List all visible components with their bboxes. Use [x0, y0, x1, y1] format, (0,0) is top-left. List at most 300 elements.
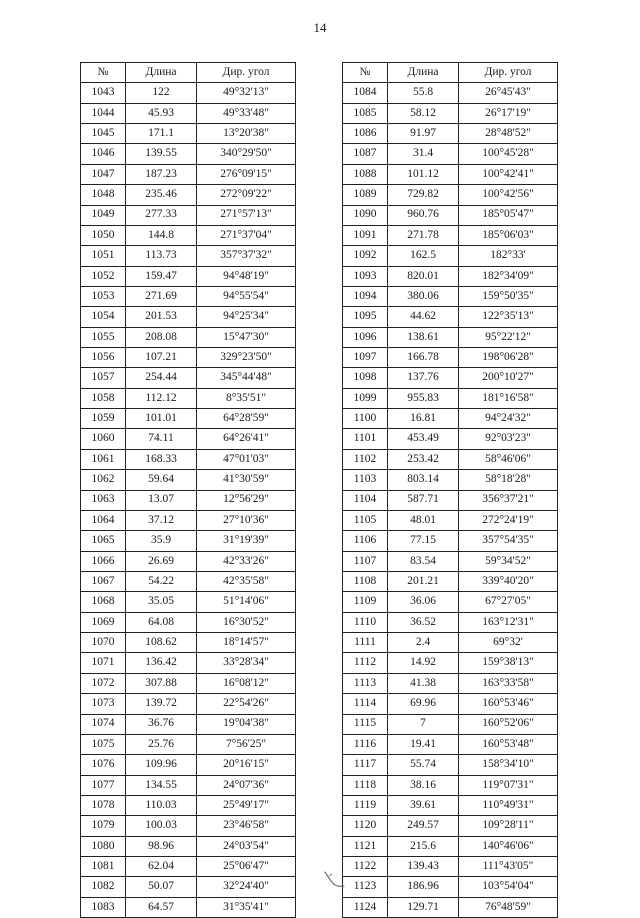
table-row: [343, 653, 558, 673]
cell-length: 271.78: [388, 225, 459, 245]
cell-number: 1074: [81, 714, 126, 734]
table-row: [343, 755, 558, 775]
cell-angle: 15°47'30": [197, 327, 296, 347]
cell-number: 1103: [343, 470, 388, 490]
cell-length: 101.01: [126, 409, 197, 429]
cell-length: 14.92: [388, 653, 459, 673]
table-row: [81, 836, 296, 856]
cell-angle: 49°32'13": [197, 83, 296, 103]
cell-length: 36.76: [126, 714, 197, 734]
cell-number: 1120: [343, 816, 388, 836]
cell-number: 1048: [81, 185, 126, 205]
header-angle: Дир. угол: [197, 63, 296, 83]
table-row: [81, 470, 296, 490]
cell-angle: 272°24'19": [459, 510, 558, 530]
table-row: [343, 368, 558, 388]
cell-length: 139.43: [388, 857, 459, 877]
cell-length: 45.93: [126, 103, 197, 123]
cell-angle: 42°35'58": [197, 571, 296, 591]
cell-number: 1121: [343, 836, 388, 856]
table-row: [81, 266, 296, 286]
table-row: [343, 286, 558, 306]
cell-number: 1076: [81, 755, 126, 775]
table-row: [343, 409, 558, 429]
table-row: [81, 449, 296, 469]
cell-length: 249.57: [388, 816, 459, 836]
cell-length: 803.14: [388, 470, 459, 490]
table-row: [81, 327, 296, 347]
cell-number: 1080: [81, 836, 126, 856]
cell-angle: 94°24'32": [459, 409, 558, 429]
cell-angle: 26°17'19": [459, 103, 558, 123]
table-row: [81, 857, 296, 877]
table-row: [343, 633, 558, 653]
cell-angle: 163°12'31": [459, 612, 558, 632]
table-row: [343, 592, 558, 612]
cell-length: 271.69: [126, 286, 197, 306]
cell-angle: 339°40'20": [459, 571, 558, 591]
cell-number: 1112: [343, 653, 388, 673]
cell-number: 1071: [81, 653, 126, 673]
cell-angle: 12°56'29": [197, 490, 296, 510]
cell-angle: 276°09'15": [197, 164, 296, 184]
cell-number: 1078: [81, 795, 126, 815]
table-row: [343, 205, 558, 225]
table-row: [81, 368, 296, 388]
cell-angle: 272°09'22": [197, 185, 296, 205]
cell-length: 109.96: [126, 755, 197, 775]
table-row: [343, 897, 558, 917]
cell-number: 1059: [81, 409, 126, 429]
cell-length: 112.12: [126, 388, 197, 408]
cell-angle: 24°03'54": [197, 836, 296, 856]
cell-angle: 58°46'06": [459, 449, 558, 469]
cell-angle: 159°50'35": [459, 286, 558, 306]
cell-angle: 103°54'04": [459, 877, 558, 897]
cell-number: 1084: [343, 83, 388, 103]
cell-length: 39.61: [388, 795, 459, 815]
cell-length: 144.8: [126, 225, 197, 245]
cell-length: 36.52: [388, 612, 459, 632]
cell-angle: 26°45'43": [459, 83, 558, 103]
cell-length: 235.46: [126, 185, 197, 205]
table-header-row: [343, 63, 558, 83]
cell-number: 1100: [343, 409, 388, 429]
cell-number: 1088: [343, 164, 388, 184]
cell-number: 1093: [343, 266, 388, 286]
cell-length: 955.83: [388, 388, 459, 408]
cell-length: 58.12: [388, 103, 459, 123]
cell-length: 277.33: [126, 205, 197, 225]
cell-length: 37.12: [126, 510, 197, 530]
cell-angle: 24°07'36": [197, 775, 296, 795]
cell-number: 1043: [81, 83, 126, 103]
cell-length: 64.08: [126, 612, 197, 632]
cell-number: 1053: [81, 286, 126, 306]
cell-angle: 8°35'51": [197, 388, 296, 408]
cell-number: 1050: [81, 225, 126, 245]
cell-number: 1077: [81, 775, 126, 795]
cell-length: 7: [388, 714, 459, 734]
cell-angle: 16°08'12": [197, 673, 296, 693]
table-row: [81, 388, 296, 408]
table-row: [343, 694, 558, 714]
cell-length: 50.07: [126, 877, 197, 897]
cell-length: 186.96: [388, 877, 459, 897]
table-row: [81, 795, 296, 815]
cell-angle: 160°53'46": [459, 694, 558, 714]
cell-number: 1092: [343, 246, 388, 266]
cell-angle: 7°56'25": [197, 734, 296, 754]
cell-angle: 76°48'59": [459, 897, 558, 917]
cell-angle: 31°19'39": [197, 531, 296, 551]
cell-angle: 340°29'50": [197, 144, 296, 164]
cell-number: 1096: [343, 327, 388, 347]
cell-length: 729.82: [388, 185, 459, 205]
cell-angle: 182°34'09": [459, 266, 558, 286]
cell-angle: 95°22'12": [459, 327, 558, 347]
cell-angle: 109°28'11": [459, 816, 558, 836]
table-row: [81, 225, 296, 245]
cell-length: 168.33: [126, 449, 197, 469]
cell-number: 1119: [343, 795, 388, 815]
cell-length: 41.38: [388, 673, 459, 693]
table-row: [81, 144, 296, 164]
cell-length: 820.01: [388, 266, 459, 286]
cell-number: 1081: [81, 857, 126, 877]
table-row: [81, 429, 296, 449]
cell-length: 44.62: [388, 307, 459, 327]
cell-length: 134.55: [126, 775, 197, 795]
cell-number: 1063: [81, 490, 126, 510]
cell-angle: 100°45'28": [459, 144, 558, 164]
header-length: Длина: [126, 63, 197, 83]
cell-length: 110.03: [126, 795, 197, 815]
cell-angle: 69°32': [459, 633, 558, 653]
cell-length: 137.76: [388, 368, 459, 388]
cell-length: 307.88: [126, 673, 197, 693]
cell-angle: 119°07'31": [459, 775, 558, 795]
table-row: [343, 470, 558, 490]
cell-angle: 51°14'06": [197, 592, 296, 612]
cell-angle: 158°34'10": [459, 755, 558, 775]
cell-length: 16.81: [388, 409, 459, 429]
cell-number: 1051: [81, 246, 126, 266]
cell-angle: 92°03'23": [459, 429, 558, 449]
cell-number: 1072: [81, 673, 126, 693]
cell-number: 1083: [81, 897, 126, 917]
cell-angle: 357°37'32": [197, 246, 296, 266]
cell-number: 1069: [81, 612, 126, 632]
cell-number: 1109: [343, 592, 388, 612]
cell-number: 1065: [81, 531, 126, 551]
table-row: [343, 429, 558, 449]
cell-angle: 22°54'26": [197, 694, 296, 714]
cell-number: 1062: [81, 470, 126, 490]
header-angle: Дир. угол: [459, 63, 558, 83]
cell-angle: 59°34'52": [459, 551, 558, 571]
table-row: [343, 571, 558, 591]
cell-number: 1073: [81, 694, 126, 714]
table-row: [343, 490, 558, 510]
cell-angle: 23°46'58": [197, 816, 296, 836]
cell-length: 83.54: [388, 551, 459, 571]
table-row: [81, 775, 296, 795]
cell-length: 254.44: [126, 368, 197, 388]
cell-length: 107.21: [126, 348, 197, 368]
table-row: [343, 857, 558, 877]
table-row: [81, 816, 296, 836]
cell-angle: 110°49'31": [459, 795, 558, 815]
cell-number: 1104: [343, 490, 388, 510]
cell-angle: 25°49'17": [197, 795, 296, 815]
cell-number: 1064: [81, 510, 126, 530]
table-row: [343, 164, 558, 184]
cell-length: 54.22: [126, 571, 197, 591]
cell-number: 1056: [81, 348, 126, 368]
cell-number: 1047: [81, 164, 126, 184]
cell-number: 1114: [343, 694, 388, 714]
cell-number: 1107: [343, 551, 388, 571]
cell-number: 1115: [343, 714, 388, 734]
cell-length: 253.42: [388, 449, 459, 469]
cell-length: 38.16: [388, 775, 459, 795]
cell-length: 108.62: [126, 633, 197, 653]
cell-length: 26.69: [126, 551, 197, 571]
cell-angle: 31°35'41": [197, 897, 296, 917]
table-row: [343, 510, 558, 530]
cell-length: 100.03: [126, 816, 197, 836]
cell-number: 1089: [343, 185, 388, 205]
cell-number: 1094: [343, 286, 388, 306]
cell-length: 138.61: [388, 327, 459, 347]
table-row: [81, 551, 296, 571]
table-row: [81, 653, 296, 673]
table-row: [81, 510, 296, 530]
cell-length: 215.6: [388, 836, 459, 856]
cell-length: 162.5: [388, 246, 459, 266]
table-row: [81, 734, 296, 754]
header-number: №: [343, 63, 388, 83]
cell-length: 55.74: [388, 755, 459, 775]
cell-number: 1060: [81, 429, 126, 449]
cell-number: 1111: [343, 633, 388, 653]
cell-number: 1108: [343, 571, 388, 591]
cell-number: 1097: [343, 348, 388, 368]
cell-number: 1113: [343, 673, 388, 693]
cell-number: 1095: [343, 307, 388, 327]
cell-length: 55.8: [388, 83, 459, 103]
table-row: [81, 307, 296, 327]
cell-angle: 357°54'35": [459, 531, 558, 551]
cell-number: 1117: [343, 755, 388, 775]
cell-angle: 345°44'48": [197, 368, 296, 388]
table-row: [343, 144, 558, 164]
cell-number: 1122: [343, 857, 388, 877]
cell-length: 25.76: [126, 734, 197, 754]
table-row: [81, 490, 296, 510]
cell-angle: 185°05'47": [459, 205, 558, 225]
cell-number: 1101: [343, 429, 388, 449]
table-row: [343, 449, 558, 469]
cell-number: 1124: [343, 897, 388, 917]
cell-number: 1085: [343, 103, 388, 123]
cell-number: 1046: [81, 144, 126, 164]
cell-angle: 271°37'04": [197, 225, 296, 245]
table-row: [343, 266, 558, 286]
cell-angle: 13°20'38": [197, 124, 296, 144]
survey-table-right: [342, 62, 558, 918]
cell-number: 1102: [343, 449, 388, 469]
cell-number: 1118: [343, 775, 388, 795]
cell-angle: 163°33'58": [459, 673, 558, 693]
cell-angle: 181°16'58": [459, 388, 558, 408]
table-row: [343, 673, 558, 693]
cell-number: 1087: [343, 144, 388, 164]
cell-length: 69.96: [388, 694, 459, 714]
cell-angle: 100°42'41": [459, 164, 558, 184]
cell-length: 122: [126, 83, 197, 103]
table-row: [343, 775, 558, 795]
cell-angle: 100°42'56": [459, 185, 558, 205]
cell-length: 35.9: [126, 531, 197, 551]
cell-length: 64.57: [126, 897, 197, 917]
table-row: [81, 205, 296, 225]
table-row: [81, 877, 296, 897]
table-row: [81, 673, 296, 693]
table-row: [81, 246, 296, 266]
table-row: [81, 83, 296, 103]
table-row: [343, 246, 558, 266]
table-row: [343, 531, 558, 551]
cell-length: 31.4: [388, 144, 459, 164]
handwritten-mark: [322, 868, 362, 890]
cell-length: 171.1: [126, 124, 197, 144]
cell-number: 1123: [343, 877, 388, 897]
cell-angle: 64°28'59": [197, 409, 296, 429]
cell-length: 74.11: [126, 429, 197, 449]
table-row: [81, 592, 296, 612]
cell-number: 1057: [81, 368, 126, 388]
cell-angle: 94°55'54": [197, 286, 296, 306]
cell-angle: 47°01'03": [197, 449, 296, 469]
table-row: [343, 612, 558, 632]
cell-length: 35.05: [126, 592, 197, 612]
cell-number: 1055: [81, 327, 126, 347]
cell-length: 77.15: [388, 531, 459, 551]
table-row: [81, 612, 296, 632]
cell-angle: 271°57'13": [197, 205, 296, 225]
cell-angle: 356°37'21": [459, 490, 558, 510]
table-row: [343, 551, 558, 571]
cell-number: 1090: [343, 205, 388, 225]
table-row: [81, 409, 296, 429]
cell-number: 1067: [81, 571, 126, 591]
table-row: [343, 327, 558, 347]
table-row: [343, 103, 558, 123]
cell-angle: 27°10'36": [197, 510, 296, 530]
cell-number: 1091: [343, 225, 388, 245]
cell-angle: 16°30'52": [197, 612, 296, 632]
cell-angle: 49°33'48": [197, 103, 296, 123]
cell-angle: 182°33': [459, 246, 558, 266]
cell-angle: 160°52'06": [459, 714, 558, 734]
table-row: [343, 124, 558, 144]
table-header-row: [81, 63, 296, 83]
cell-angle: 94°25'34": [197, 307, 296, 327]
table-row: [81, 633, 296, 653]
cell-angle: 28°48'52": [459, 124, 558, 144]
cell-length: 201.21: [388, 571, 459, 591]
table-row: [343, 307, 558, 327]
cell-angle: 111°43'05": [459, 857, 558, 877]
cell-length: 129.71: [388, 897, 459, 917]
table-row: [81, 103, 296, 123]
table-row: [343, 185, 558, 205]
cell-length: 91.97: [388, 124, 459, 144]
cell-angle: 122°35'13": [459, 307, 558, 327]
cell-number: 1052: [81, 266, 126, 286]
cell-angle: 18°14'57": [197, 633, 296, 653]
cell-length: 101.12: [388, 164, 459, 184]
table-row: [81, 185, 296, 205]
cell-length: 159.47: [126, 266, 197, 286]
cell-length: 36.06: [388, 592, 459, 612]
table-row: [81, 124, 296, 144]
cell-angle: 64°26'41": [197, 429, 296, 449]
cell-number: 1082: [81, 877, 126, 897]
cell-length: 187.23: [126, 164, 197, 184]
cell-angle: 33°28'34": [197, 653, 296, 673]
cell-number: 1098: [343, 368, 388, 388]
survey-table-left: [80, 62, 296, 918]
cell-angle: 94°48'19": [197, 266, 296, 286]
table-row: [343, 714, 558, 734]
cell-number: 1106: [343, 531, 388, 551]
cell-number: 1068: [81, 592, 126, 612]
header-length: Длина: [388, 63, 459, 83]
cell-length: 136.42: [126, 653, 197, 673]
table-row: [343, 225, 558, 245]
cell-length: 59.64: [126, 470, 197, 490]
cell-length: 166.78: [388, 348, 459, 368]
cell-number: 1066: [81, 551, 126, 571]
cell-number: 1110: [343, 612, 388, 632]
cell-number: 1054: [81, 307, 126, 327]
cell-length: 453.49: [388, 429, 459, 449]
table-row: [81, 348, 296, 368]
cell-angle: 200°10'27": [459, 368, 558, 388]
cell-length: 62.04: [126, 857, 197, 877]
cell-number: 1045: [81, 124, 126, 144]
table-row: [343, 348, 558, 368]
cell-angle: 20°16'15": [197, 755, 296, 775]
table-row: [81, 755, 296, 775]
cell-length: 48.01: [388, 510, 459, 530]
table-row: [343, 734, 558, 754]
cell-angle: 160°53'48": [459, 734, 558, 754]
cell-length: 113.73: [126, 246, 197, 266]
table-row: [343, 877, 558, 897]
cell-length: 380.06: [388, 286, 459, 306]
header-number: №: [81, 63, 126, 83]
cell-length: 13.07: [126, 490, 197, 510]
cell-length: 201.53: [126, 307, 197, 327]
cell-angle: 198°06'28": [459, 348, 558, 368]
table-row: [81, 286, 296, 306]
cell-angle: 140°46'06": [459, 836, 558, 856]
table-row: [343, 388, 558, 408]
